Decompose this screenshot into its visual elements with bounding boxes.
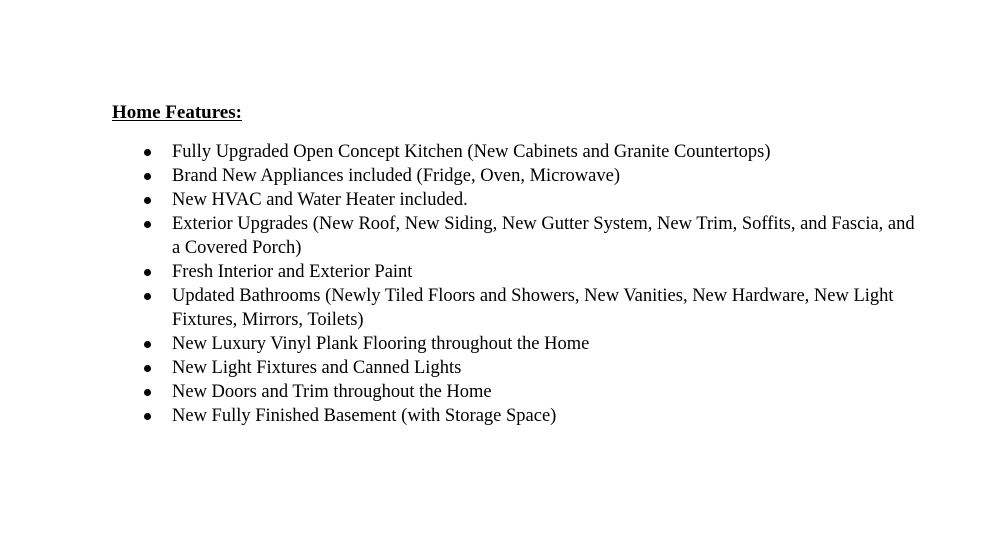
bullet-icon [144,197,151,204]
feature-text: New Luxury Vinyl Plank Flooring throughout the Home [172,334,590,354]
section-heading: Home Features: [112,102,242,123]
feature-text: New HVAC and Water Heater included. [172,190,468,210]
bullet-icon [144,293,151,300]
bullet-icon [144,149,151,156]
bullet-icon [144,173,151,180]
features-list [140,140,920,428]
bullet-icon [144,413,151,420]
feature-item [140,404,920,428]
bullet-icon [144,269,151,276]
feature-item [140,332,920,356]
feature-item [140,164,920,188]
feature-text: Exterior Upgrades (New Roof, New Siding, New Gutter System, New Trim, Soffits, and Fascia, and a Covered Porch) [172,214,915,258]
bullet-icon [144,389,151,396]
feature-item [140,140,920,164]
feature-item [140,188,920,212]
feature-item [140,212,920,260]
feature-text: New Fully Finished Basement (with Storage Space) [172,406,557,426]
feature-text: Fresh Interior and Exterior Paint [172,262,413,282]
bullet-icon [144,365,151,372]
feature-item [140,356,920,380]
feature-item [140,284,920,332]
feature-text: Updated Bathrooms (Newly Tiled Floors and Showers, New Vanities, New Hardware, New Light Fixtures, Mirrors, Toilets) [172,286,894,330]
bullet-icon [144,341,151,348]
feature-text: Brand New Appliances included (Fridge, Oven, Microwave) [172,166,620,186]
feature-text: New Doors and Trim throughout the Home [172,382,492,402]
feature-text: Fully Upgraded Open Concept Kitchen (New Cabinets and Granite Countertops) [172,142,771,162]
feature-item [140,260,920,284]
feature-text: New Light Fixtures and Canned Lights [172,358,462,378]
bullet-icon [144,221,151,228]
feature-item [140,380,920,404]
